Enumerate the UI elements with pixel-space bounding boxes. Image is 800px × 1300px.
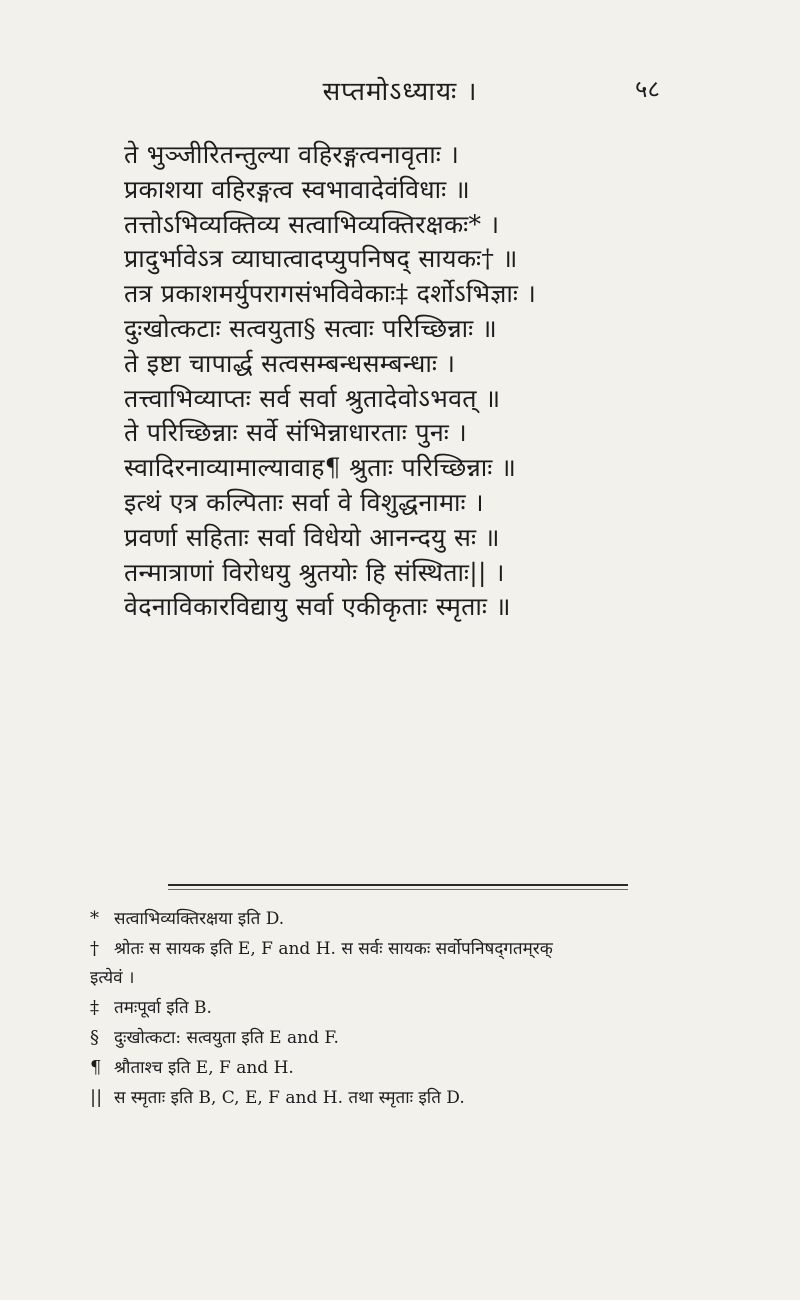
footnotes <box>90 904 770 1113</box>
footnote-mark: || <box>90 1087 103 1108</box>
footnote <box>90 934 770 964</box>
footnote-continuation <box>90 964 770 993</box>
running-head <box>0 72 800 112</box>
footnote-mark: * <box>90 908 99 929</box>
verse-line: तत्तोऽभिव्यक्तिव्य सत्वाभिव्यक्तिरक्षकः* । <box>124 209 500 239</box>
running-title: सप्तमोऽध्यायः । <box>322 77 478 107</box>
verse-line: प्रकाशया वहिरङ्गत्व स्वभावादेवंविधाः ॥ <box>124 174 471 204</box>
verse-line: तत्त्वाभिव्याप्तः सर्व सर्वा श्रुतादेवोऽभवत् ॥ <box>124 383 501 413</box>
footnote <box>90 1083 770 1113</box>
footnote-mark: † <box>90 938 99 959</box>
footnote-text: श्रोतः स सायक इति E, F and H. स सर्वः सायकः सर्वोपनिषद्‌गतम्‌रक् <box>114 939 553 959</box>
verse-line: तत्र प्रकाशमर्युपरागसंभविवेकाः‡ दर्शोऽभिज्ञाः । <box>124 279 537 309</box>
page-number: ५८ <box>635 75 660 103</box>
footnote-text: तमःपूर्वा इति B. <box>114 998 212 1018</box>
verse-line: प्रादुर्भावेऽत्र व्याघात्वादप्युपनिषद् सायकः† ॥ <box>124 244 518 274</box>
footnote-mark: ‡ <box>90 997 99 1018</box>
footnote-mark: § <box>90 1027 99 1048</box>
verse-line: स्वादिरनाव्यामाल्यावाह¶ श्रुताः परिच्छिन्नाः ॥ <box>124 453 517 483</box>
verse-line: ते इष्टा चापार्द्ध सत्वसम्बन्धसम्बन्धाः । <box>124 348 456 378</box>
verse-line: प्रवर्णा सहिताः सर्वा विधेयो आनन्दयु सः ॥ <box>124 522 500 552</box>
footnote-text: श्रौताश्च इति E, F and H. <box>114 1058 294 1078</box>
footnote-rule-thin <box>168 889 628 890</box>
verse-line: इत्थं एत्र कल्पिताः सर्वा वे विशुद्धनामाः । <box>124 487 484 517</box>
footnote-mark: ¶ <box>90 1057 102 1078</box>
footnote <box>90 993 770 1023</box>
footnote <box>90 904 770 934</box>
footnote-text: इत्येवं । <box>90 968 135 988</box>
footnote-text: स स्मृताः इति B, C, E, F and H. तथा स्मृताः इति D. <box>114 1088 465 1108</box>
footnote <box>90 1023 770 1053</box>
verse-line: तन्मात्राणां विरोधयु श्रुतयोः हि संस्थिताः|| । <box>124 557 505 587</box>
verse-line: दुःखोत्कटाः सत्वयुता§ सत्वाः परिच्छिन्नाः ॥ <box>124 313 497 343</box>
footnote-text: दुःखोत्कटा: सत्वयुता इति E and F. <box>114 1028 339 1048</box>
verse-line: ते भुञ्जीरितन्तुल्या वहिरङ्गत्वनावृताः । <box>124 140 460 169</box>
footnote-text: सत्वाभिव्यक्तिरक्षया इति D. <box>114 909 285 929</box>
verse-line: ते परिच्छिन्नाः सर्वे संभिन्नाधारताः पुनः । <box>124 418 468 448</box>
verse-line: वेदनाविकारविद्यायु सर्वा एकीकृताः स्मृताः ॥ <box>124 592 511 622</box>
footnote <box>90 1053 770 1083</box>
footnote-rule <box>168 884 628 886</box>
verse-block <box>124 138 724 625</box>
